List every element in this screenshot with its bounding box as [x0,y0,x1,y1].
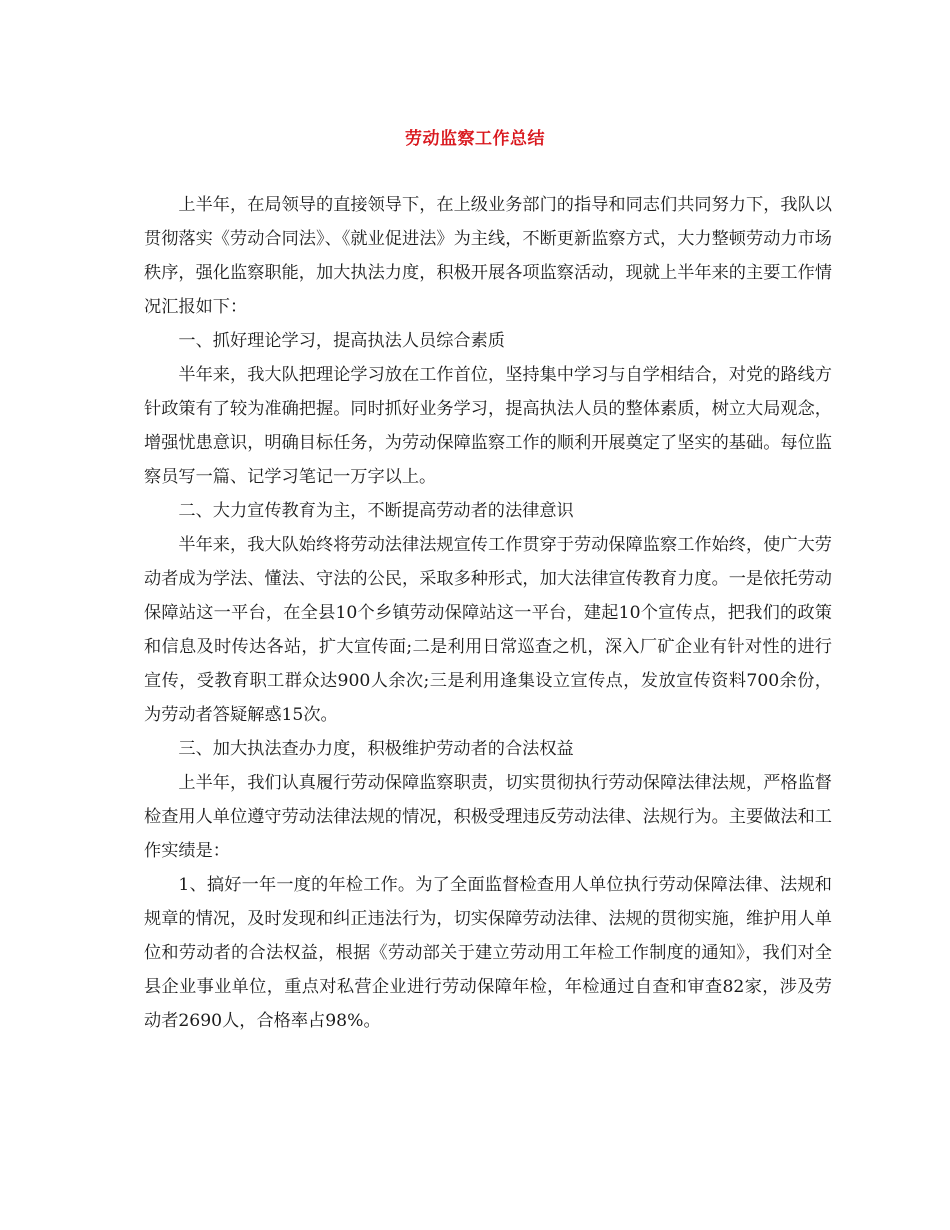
section-heading-1: 一、抓好理论学习，提高执法人员综合素质 [178,331,505,351]
paragraph-section-3: 上半年，我们认真履行劳动保障监察职责，切实贯彻执行劳动保障法律法规，严格监督检查用人单位遵守劳动法律法规的情况，积极受理违反劳动法律、法规行为。主要做法和工作实绩是： [144,773,832,861]
section-heading-2: 二、大力宣传教育为主，不断提高劳动者的法律意识 [178,501,574,521]
paragraph-section-2: 半年来，我大队始终将劳动法律法规宣传工作贯穿于劳动保障监察工作始终，使广大劳动者成为学法、懂法、守法的公民，采取多种形式，加大法律宣传教育力度。一是依托劳动保障站这一平台，在全县10个乡镇劳动保障站这一平台，建起10个宣传点，把我们的政策和信息及时传达各站，扩大宣传面;二是利用日常巡查之机，深入厂矿企业有针对性的进行宣传，受教育职工群众达900人余次;三是利用逢集设立宣传点，发放宣传资料700余份，为劳动者答疑解惑15次。 [144,535,832,725]
paragraph-intro: 上半年，在局领导的直接领导下，在上级业务部门的指导和同志们共同努力下，我队以贯彻落实《劳动合同法》、《就业促进法》为主线，不断更新监察方式，大力整顿劳动力市场秩序，强化监察职能，加大执法力度，积极开展各项监察活动，现就上半年来的主要工作情况汇报如下： [144,195,832,317]
section-heading-3: 三、加大执法查办力度，积极维护劳动者的合法权益 [178,739,574,759]
paragraph-section-1: 半年来，我大队把理论学习放在工作首位，坚持集中学习与自学相结合，对党的路线方针政策有了较为准确把握。同时抓好业务学习，提高执法人员的整体素质，树立大局观念，增强忧患意识，明确目标任务，为劳动保障监察工作的顺利开展奠定了坚实的基础。每位监察员写一篇、记学习笔记一万字以上。 [144,365,832,487]
paragraph-item-1: 1、搞好一年一度的年检工作。为了全面监督检查用人单位执行劳动保障法律、法规和规章的情况，及时发现和纠正违法行为，切实保障劳动法律、法规的贯彻实施，维护用人单位和劳动者的合法权益，根据《劳动部关于建立劳动用工年检工作制度的通知》，我们对全县企业事业单位，重点对私营企业进行劳动保障年检，年检通过自查和审查82家，涉及劳动者2690人，合格率占98%。 [144,875,832,1031]
document-body [144,188,832,1038]
document-title: 劳动监察工作总结 [405,129,545,149]
